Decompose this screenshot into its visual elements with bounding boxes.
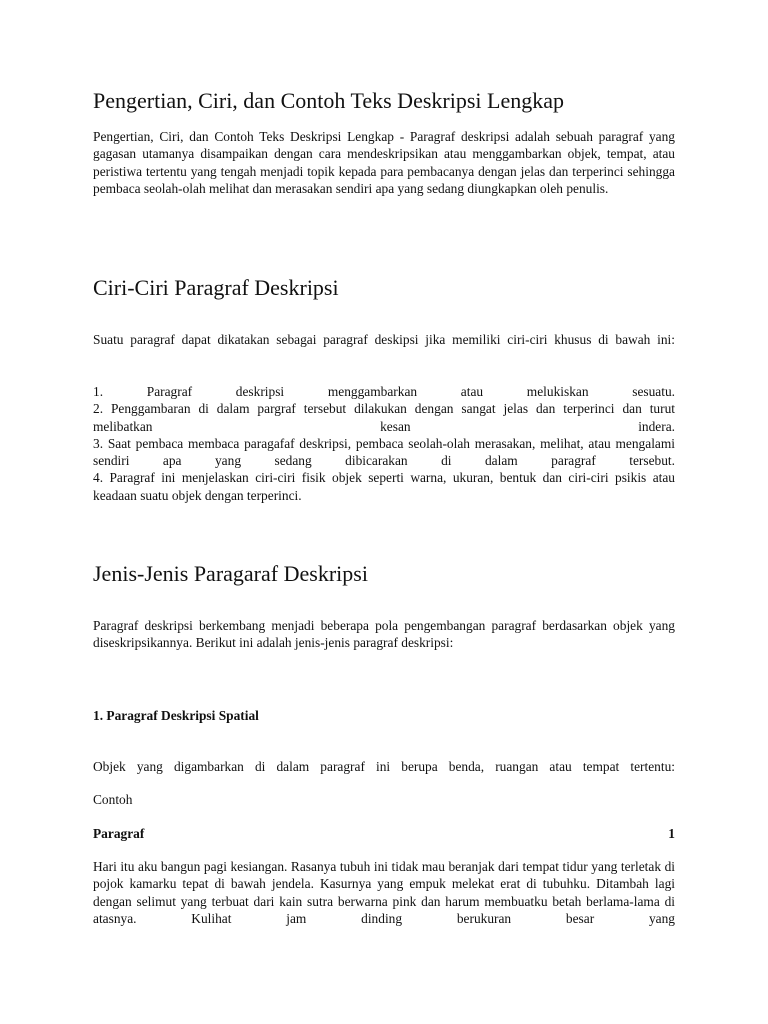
list-item: 4. Paragraf ini menjelaskan ciri-ciri fisik objek seperti warna, ukuran, bentuk dan ciri-ciri psikis atau keadaan suatu objek dengan terperinci. [93, 470, 675, 503]
section-heading-jenis: Jenis-Jenis Paragaraf Deskripsi [93, 561, 368, 586]
ciri-list [93, 383, 675, 504]
intro-paragraph: Pengertian, Ciri, dan Contoh Teks Deskripsi Lengkap - Paragraf deskripsi adalah sebuah paragraf yang gagasan utamanya disampaikan dengan cara mendeskripsikan atau menggambarkan objek, tempat, atau peristiwa tertentu yang tengah menjadi topik kepada para pembacanya dengan jelas dan terperinci sehingga pembaca seolah-olah melihat dan merasakan sendiri apa yang sedang diungkapkan oleh penulis. [93, 129, 675, 196]
spatial-description: Objek yang digambarkan di dalam paragraf ini berupa benda, ruangan atau tempat tertentu: [93, 759, 675, 774]
section-heading-ciri: Ciri-Ciri Paragraf Deskripsi [93, 275, 339, 300]
page-title: Pengertian, Ciri, dan Contoh Teks Deskripsi Lengkap [93, 88, 564, 113]
contoh-label: Contoh [93, 792, 133, 807]
example-number: 1 [668, 826, 675, 841]
list-item: 1. Paragraf deskripsi menggambarkan atau melukiskan sesuatu. [93, 384, 675, 399]
example-heading-row [93, 825, 675, 842]
jenis-lead-paragraph: Paragraf deskripsi berkembang menjadi beberapa pola pengembangan paragraf berdasarkan objek yang diseskripsikannya. Berikut ini adalah jenis-jenis paragraf deskripsi: [93, 618, 675, 651]
subheading-spatial: 1. Paragraf Deskripsi Spatial [93, 708, 259, 723]
example-paragraph: Hari itu aku bangun pagi kesiangan. Rasanya tubuh ini tidak mau beranjak dari tempat tidur yang terletak di pojok kamarku tepat di bawah jendela. Kasurnya yang empuk melekat erat di tubuhku. Ditambah lagi dengan selimut yang terbuat dari kain sutra berwarna pink dan harum membuatku betah berlama-lama di atasnya. Kulihat jam dinding berukuran besar yang [93, 859, 675, 926]
list-item: 2. Penggambaran di dalam pargraf tersebut dilakukan dengan sangat jelas dan terperinci dan turut melibatkan kesan indera. [93, 401, 675, 434]
list-item: 3. Saat pembaca membaca paragafaf deskripsi, pembaca seolah-olah merasakan, melihat, atau mengalami sendiri apa yang sedang dibicarakan di dalam paragraf tersebut. [93, 435, 675, 469]
example-label: Paragraf [93, 826, 145, 841]
ciri-lead-paragraph: Suatu paragraf dapat dikatakan sebagai paragraf deskipsi jika memiliki ciri-ciri khusus di bawah ini: [93, 332, 675, 347]
